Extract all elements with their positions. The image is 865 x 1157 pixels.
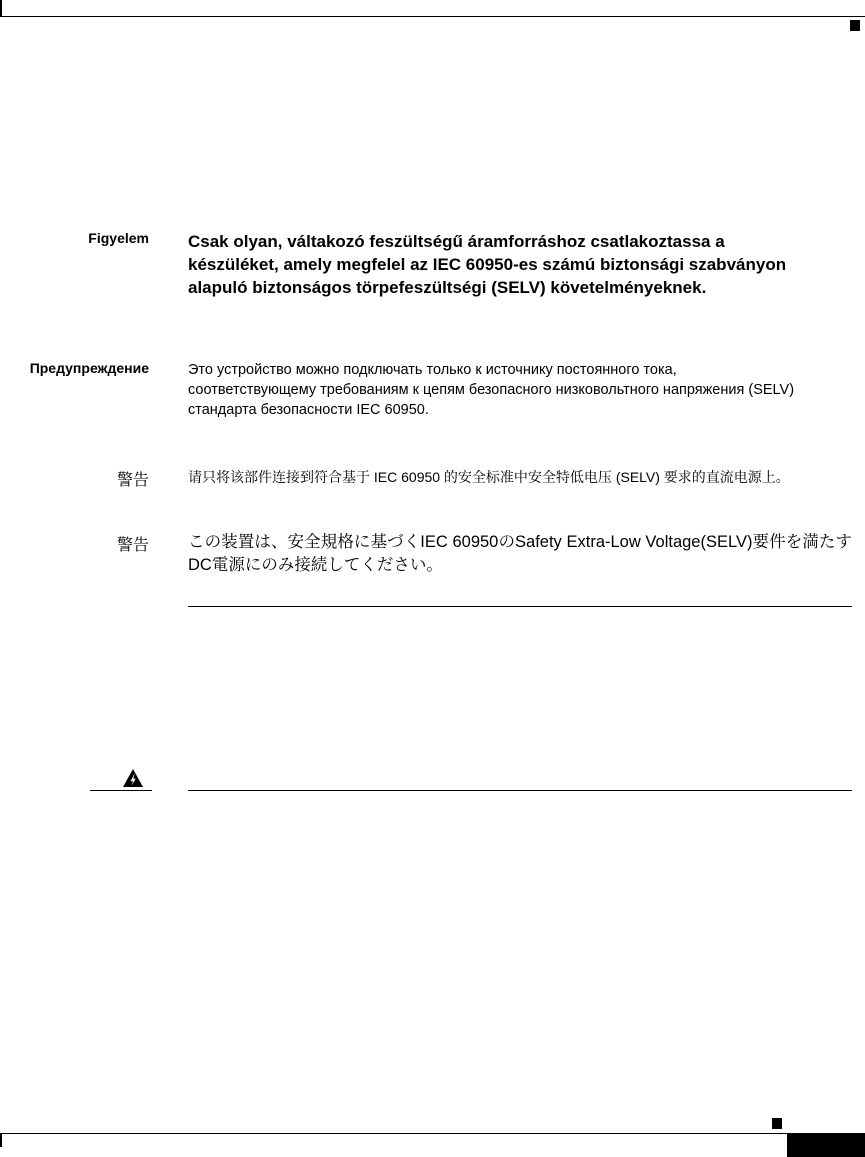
warning-language-label-hungarian: Figyelem: [88, 230, 149, 246]
top-left-tick: [0, 0, 2, 17]
bottom-left-tick: [0, 1133, 2, 1147]
warning-icon-underline: [90, 790, 152, 791]
top-right-marker: [850, 20, 860, 31]
warning-triangle-icon: [122, 768, 144, 788]
bottom-rule: [0, 1133, 865, 1134]
warning-text-chinese: 请只将该部件连接到符合基于 IEC 60950 的安全标准中安全特低电压 (SELV) 要求的直流电源上。: [188, 469, 790, 485]
section-divider: [188, 606, 852, 607]
warning-text-russian: Это устройство можно подключать только к источнику постоянного тока, соответствующему требованиям к цепям безопасного низковольтного напряжения (SELV) стандарта безопасности IEC 60950.: [188, 362, 795, 418]
warning-language-label-japanese: 警告: [116, 537, 149, 554]
warning-language-label-russian: Предупреждение: [29, 360, 149, 376]
page-tab: [787, 1134, 865, 1157]
warning-section-rule: [188, 790, 852, 791]
bottom-marker: [772, 1118, 782, 1129]
warning-text-hungarian: Csak olyan, váltakozó feszültségű áramforráshoz csatlakoztassa a készüléket, amely megfelel az IEC 60950-es számú biztonsági szabványon alapuló biztonságos törpefeszültségi (SELV) követelményeknek.: [188, 232, 787, 297]
warning-text-japanese: この装置は、安全規格に基づくIEC 60950のSafety Extra-Low Voltage(SELV)要件を満たすDC電源にのみ接続してください。: [188, 533, 852, 574]
warning-language-label-chinese: 警告: [116, 472, 149, 489]
top-rule: [0, 16, 865, 17]
